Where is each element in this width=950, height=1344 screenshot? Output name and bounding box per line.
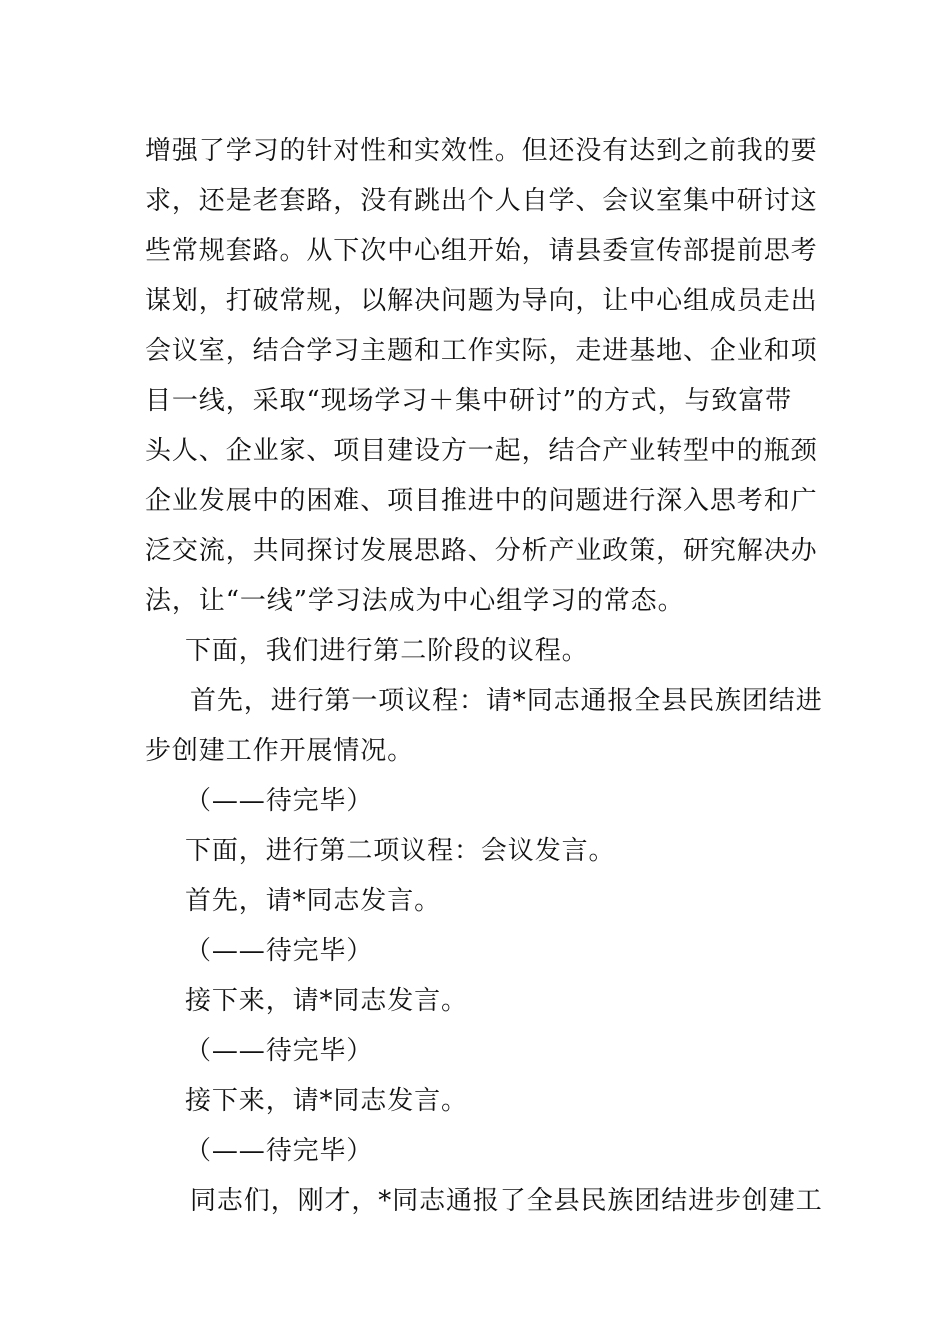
pending-note: （——待完毕） — [185, 1036, 374, 1066]
paragraph-line: 些常规套路。从下次中心组开始，请县委宣传部提前思考 — [145, 236, 818, 266]
paragraph-line: 求，还是老套路，没有跳出个人自学、会议室集中研讨这 — [145, 186, 818, 216]
pending-note: （——待完毕） — [185, 936, 374, 966]
paragraph-line: 法，让“一线”学习法成为中心组学习的常态。 — [145, 586, 685, 616]
paragraph-line: 增强了学习的针对性和实效性。但还没有达到之前我的要 — [145, 136, 818, 166]
pending-note: （——待完毕） — [185, 786, 374, 816]
paragraph-line: 头人、企业家、项目建设方一起，结合产业转型中的瓶颈 — [145, 436, 818, 466]
paragraph-line: 泛交流，共同探讨发展思路、分析产业政策，研究解决办 — [145, 536, 818, 566]
paragraph-line: 同志们，刚才，*同志通报了全县民族团结进步创建工 — [190, 1186, 823, 1216]
paragraph-line: 步创建工作开展情况。 — [145, 736, 415, 766]
paragraph-line: 会议室，结合学习主题和工作实际，走进基地、企业和项 — [145, 336, 818, 366]
paragraph-line: 首先，进行第一项议程：请*同志通报全县民族团结进 — [190, 686, 823, 716]
paragraph-line: 企业发展中的困难、项目推进中的问题进行深入思考和广 — [145, 486, 818, 516]
paragraph-line: 接下来，请*同志发言。 — [185, 986, 468, 1016]
paragraph-line: 谋划，打破常规，以解决问题为导向，让中心组成员走出 — [145, 286, 818, 316]
paragraph-line: 下面，进行第二项议程：会议发言。 — [185, 836, 616, 866]
pending-note: （——待完毕） — [185, 1136, 374, 1166]
paragraph-line: 目一线，采取“现场学习＋集中研讨”的方式，与致富带 — [145, 386, 793, 416]
paragraph-line: 首先，请*同志发言。 — [185, 886, 442, 916]
paragraph-line: 下面，我们进行第二阶段的议程。 — [185, 636, 589, 666]
paragraph-line: 接下来，请*同志发言。 — [185, 1086, 468, 1116]
